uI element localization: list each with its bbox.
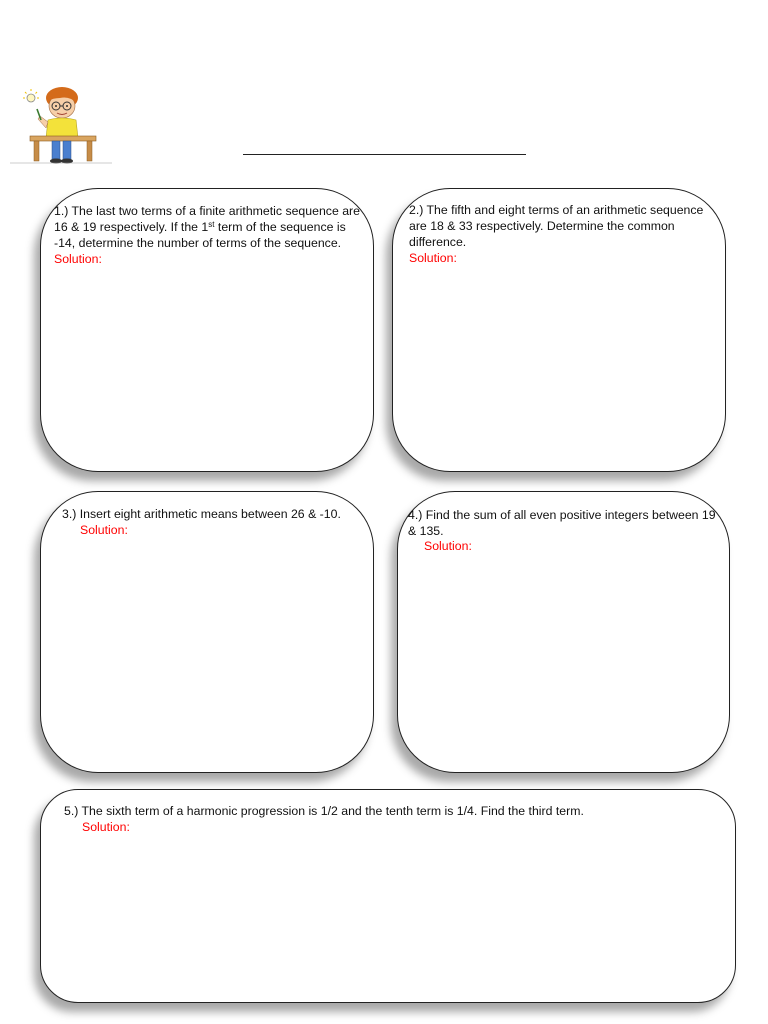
problem-box-5 <box>40 789 736 1003</box>
problem-2-text: 2.) The fifth and eight terms of an arithmetic sequence are 18 & 33 respectively. Determine the common difference. <box>409 203 704 249</box>
problem-2-solution-label: Solution: <box>409 251 457 265</box>
problem-3-text: 3.) Insert eight arithmetic means between 26 & -10. <box>62 507 341 521</box>
problem-1-text: 1.) The last two terms of a finite arithmetic sequence are 16 & 19 respectively. If the 1st term of the sequence is -14, determine the number of terms of the sequence. <box>54 204 360 250</box>
problem-5-text: 5.) The sixth term of a harmonic progression is 1/2 and the tenth term is 1/4. Find the third term. <box>64 804 584 818</box>
problem-3-solution-label: Solution: <box>80 523 128 537</box>
problem-4-text: 4.) Find the sum of all even positive integers between 19 & 135. <box>408 508 716 538</box>
boy-at-desk-icon <box>10 86 115 166</box>
lightbulb-icon <box>23 89 39 102</box>
problem-5-solution-label: Solution: <box>82 820 130 834</box>
problem-4-solution-label: Solution: <box>424 539 472 553</box>
problem-1-solution-label: Solution: <box>54 252 102 266</box>
name-blank-line <box>243 154 526 155</box>
